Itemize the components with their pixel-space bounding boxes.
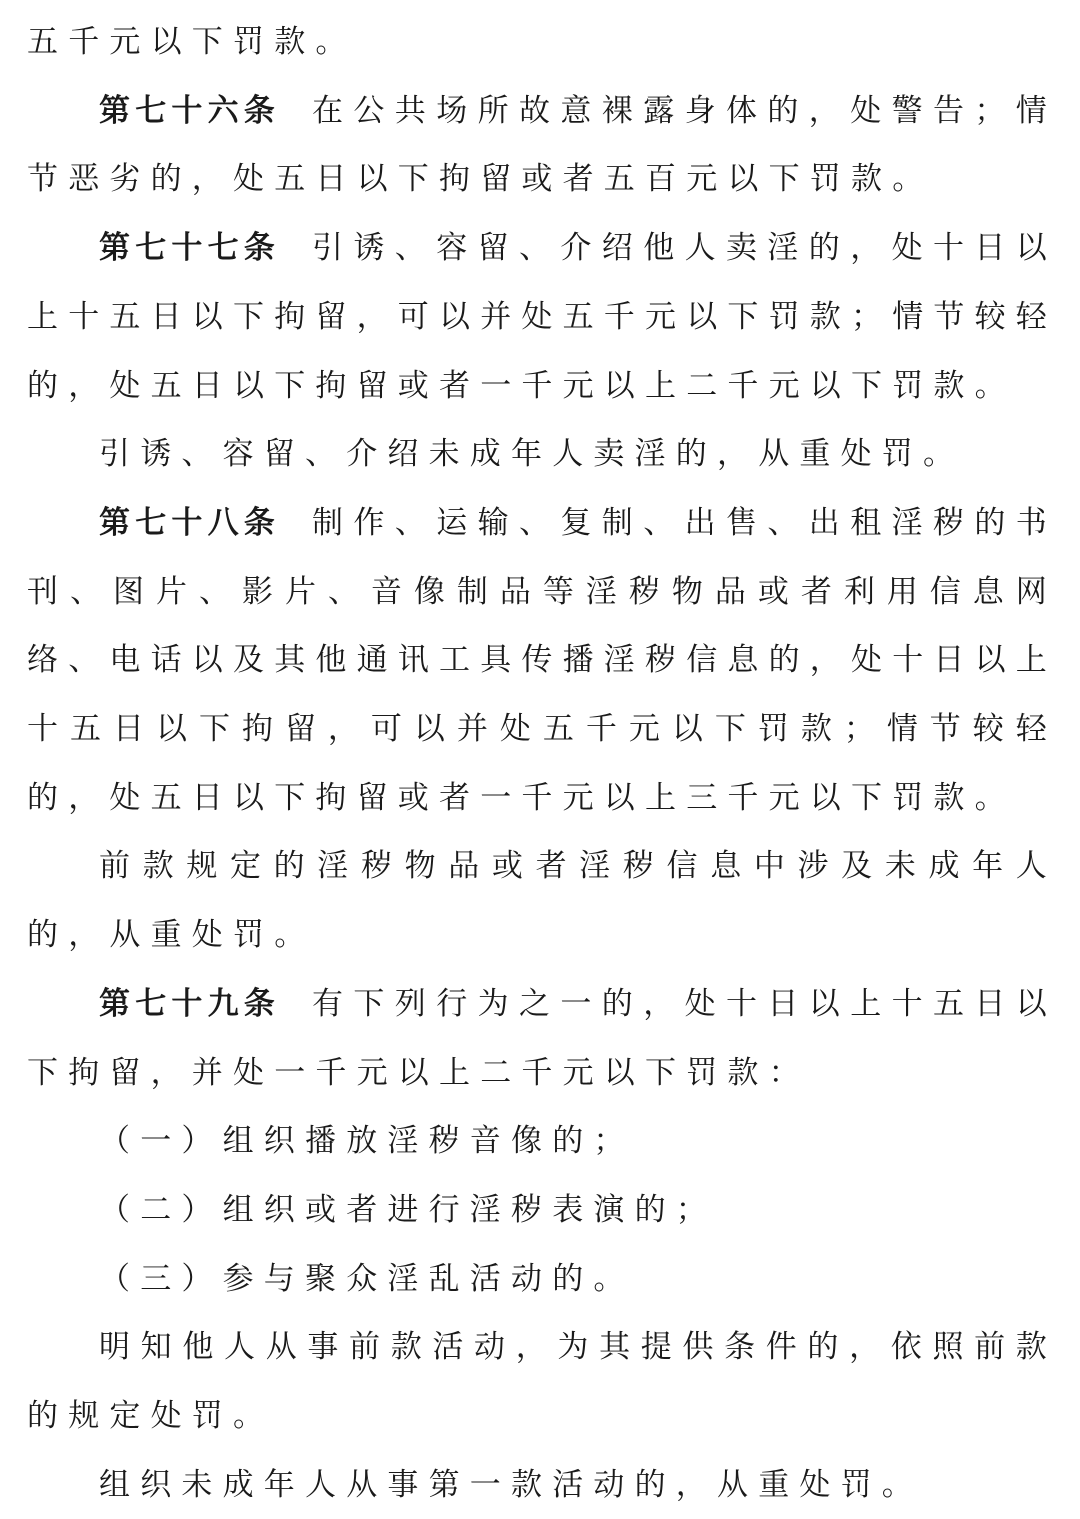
paragraph-text: 明知他人从事前款活动，为其提供条件的，依照前款的规定处罚。 (27, 1329, 1057, 1435)
article-heading: 第七十七条 (99, 230, 280, 267)
paragraph-continuation (27, 8, 1057, 77)
article-78 (27, 489, 1057, 833)
article-heading: 第七十八条 (99, 504, 280, 541)
article-78-clause-2 (27, 832, 1057, 969)
article-79 (27, 970, 1057, 1107)
article-heading: 第七十九条 (99, 985, 280, 1022)
article-heading: 第七十六条 (99, 92, 280, 129)
list-item-text: （一）组织播放淫秽音像的； (99, 1123, 635, 1160)
paragraph-text: 引诱、容留、介绍未成年人卖淫的，从重处罚。 (99, 436, 965, 473)
document-body (27, 8, 1057, 1519)
article-77 (27, 214, 1057, 420)
article-77-clause-2 (27, 420, 1057, 489)
paragraph-text: 引诱、容留、介绍他人卖淫的，处十日以上十五日以下拘留，可以并处五千元以下罚款；情节较轻的，处五日以下拘留或者一千元以上二千元以下罚款。 (27, 230, 1057, 404)
article-76 (27, 77, 1057, 214)
list-item-text: （三）参与聚众淫乱活动的。 (99, 1260, 635, 1297)
article-79-clause-2 (27, 1313, 1057, 1450)
paragraph-text: 前款规定的淫秽物品或者淫秽信息中涉及未成年人的，从重处罚。 (27, 848, 1057, 954)
paragraph-text: 有下列行为之一的，处十日以上十五日以下拘留，并处一千元以上二千元以下罚款： (27, 985, 1057, 1091)
list-item-text: （二）组织或者进行淫秽表演的； (99, 1191, 717, 1228)
article-79-clause-3 (27, 1451, 1057, 1519)
paragraph-text: 五千元以下罚款。 (27, 24, 357, 60)
paragraph-text: 制作、运输、复制、出售、出租淫秽的书刊、图片、影片、音像制品等淫秽物品或者利用信息网络、电话以及其他通讯工具传播淫秽信息的，处十日以上十五日以下拘留，可以并处五千元以下罚款；情节较轻的，处五日以下拘留或者一千元以上三千元以下罚款。 (27, 504, 1057, 816)
article-79-item-1 (27, 1107, 1057, 1176)
paragraph-text: 在公共场所故意裸露身体的，处警告；情节恶劣的，处五日以下拘留或者五百元以下罚款。 (27, 92, 1057, 198)
article-79-item-2 (27, 1176, 1057, 1245)
paragraph-text: 组织未成年人从事第一款活动的，从重处罚。 (99, 1466, 923, 1503)
article-79-item-3 (27, 1245, 1057, 1314)
